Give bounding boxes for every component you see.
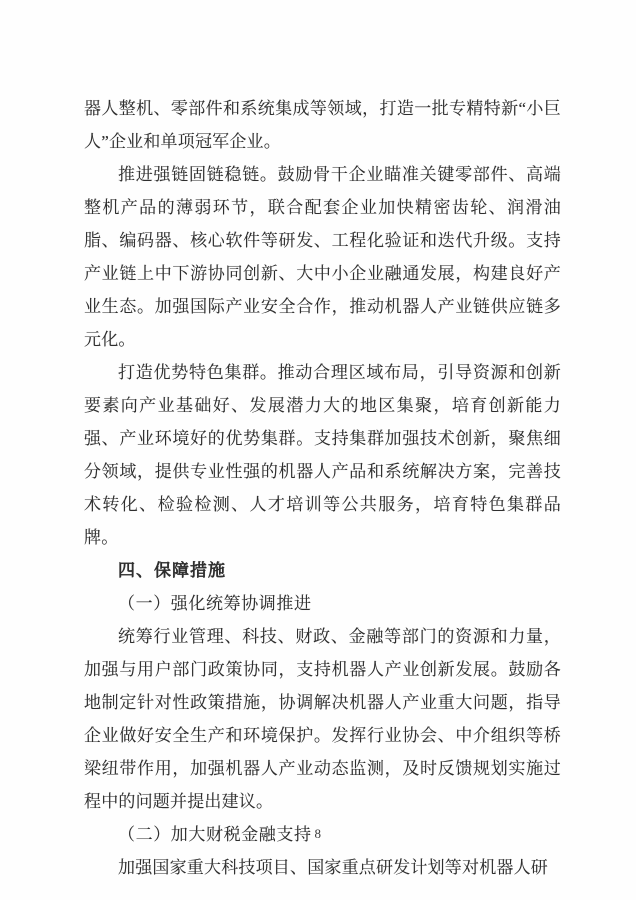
body-paragraph: 打造优势特色集群。推动合理区域布局，引导资源和创新要素向产业基础好、发展潜力大的地区集聚，培育创新能力强、产业环境好的优势集群。支持集群加强技术创新，聚焦细分领域，提供专业性强的机器人产品和系统解决方案，完善技术转化、检验检测、人才培训等公共服务，培育特色集群品牌。 xyxy=(84,363,561,547)
body-paragraph: 加强国家重大科技项目、国家重点研发计划等对机器人研 xyxy=(118,858,548,877)
body-paragraph-continuation: 器人整机、零部件和系统集成等领域，打造一批专精特新“小巨人”企业和单项冠军企业。 xyxy=(84,99,561,151)
section-heading: 四、保障措施 xyxy=(118,561,226,580)
sub-section-heading: （二）加大财税金融支持 xyxy=(118,825,312,844)
body-paragraph: 推进强链固链稳链。鼓励骨干企业瞄准关键零部件、高端整机产品的薄弱环节，联合配套企业加快精密齿轮、润滑油脂、编码器、核心软件等研发、工程化验证和迭代升级。支持产业链上中下游协同创新、大中小企业融通发展，构建良好产业生态。加强国际产业安全合作，推动机器人产业链供应链多元化。 xyxy=(84,165,561,349)
body-paragraph: 统筹行业管理、科技、财政、金融等部门的资源和力量，加强与用户部门政策协同，支持机器人产业创新发展。鼓励各地制定针对性政策措施，协调解决机器人产业重大问题，指导企业做好安全生产和环境保护。发挥行业协会、中介组织等桥梁纽带作用，加强机器人产业动态监测，及时反馈规划实施过程中的问题并提出建议。 xyxy=(84,627,561,811)
document-body xyxy=(84,92,561,884)
page-number: 8 xyxy=(314,826,322,841)
sub-section-heading: （一）强化统筹协调推进 xyxy=(118,594,312,613)
